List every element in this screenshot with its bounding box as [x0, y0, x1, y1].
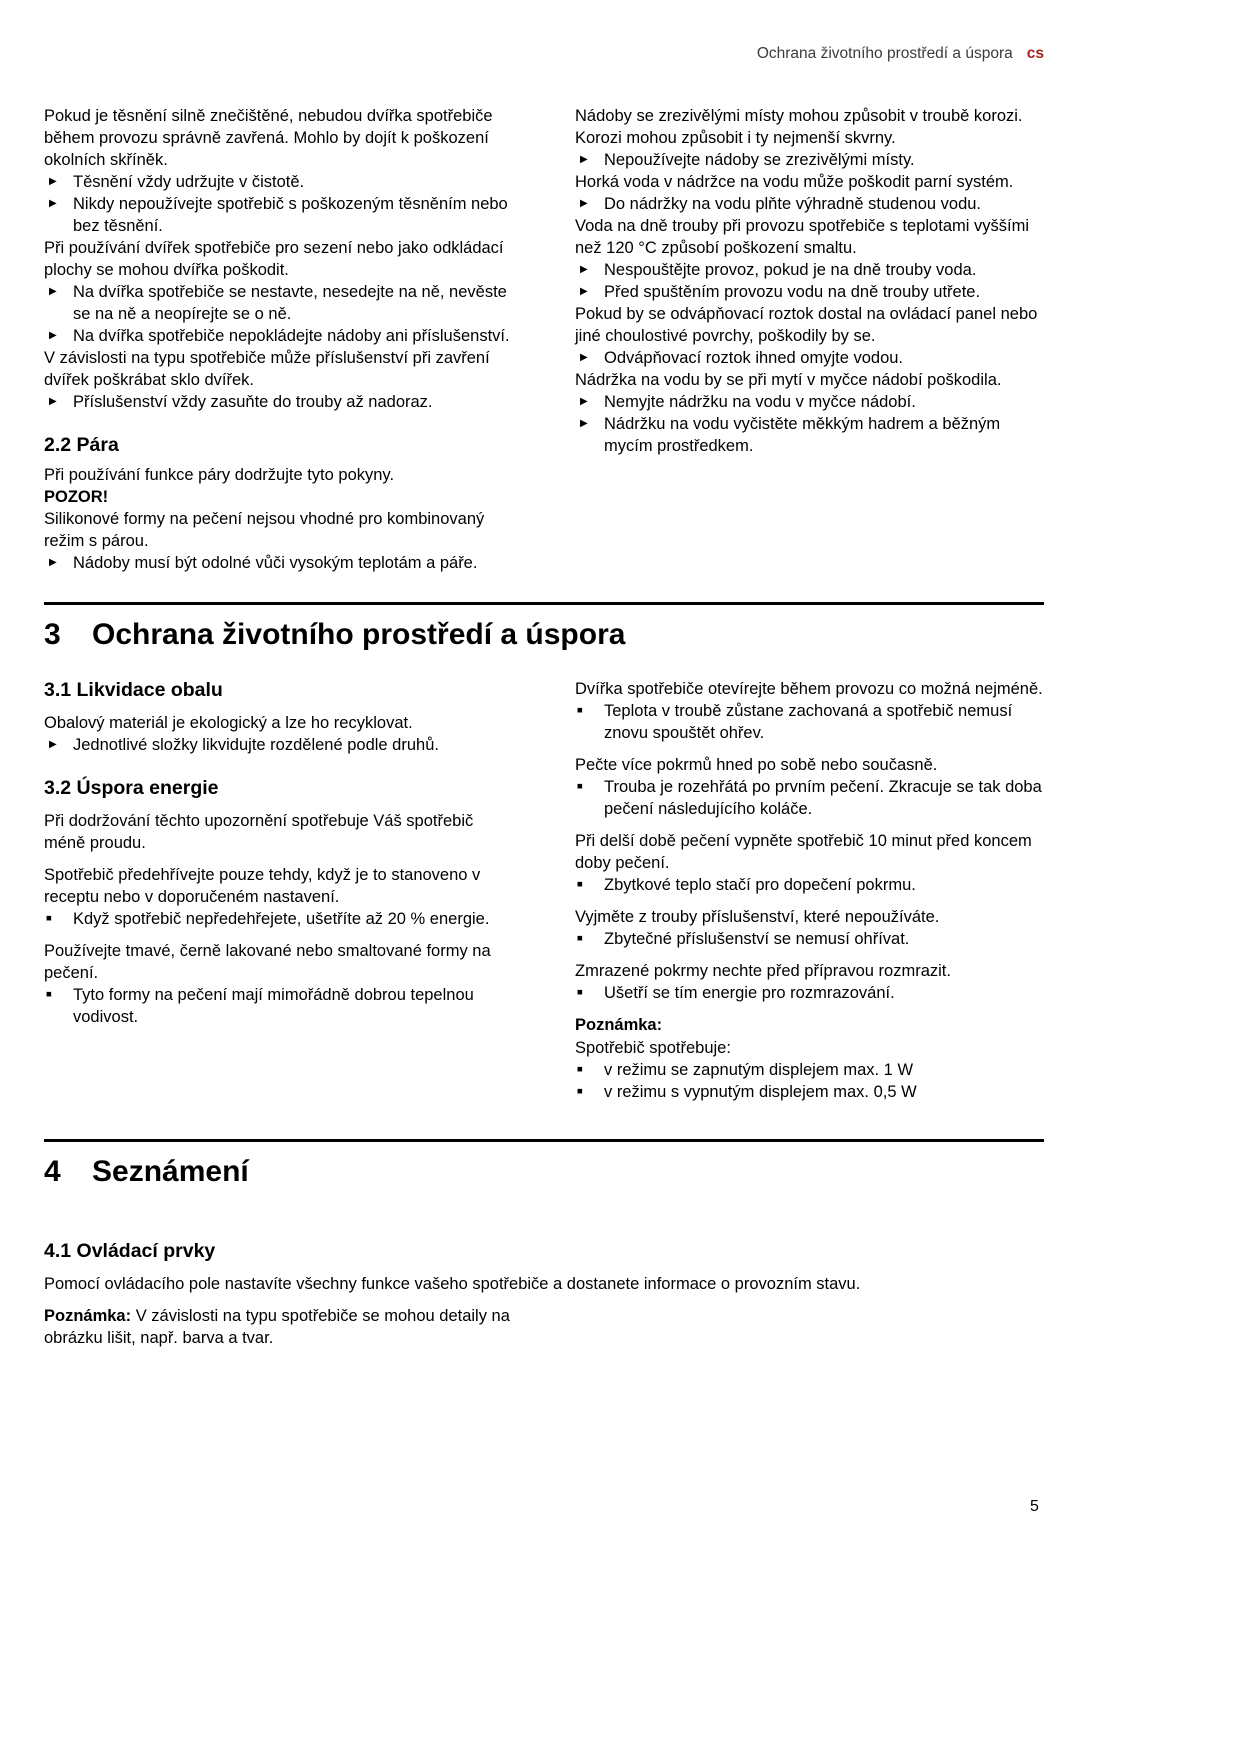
page-content — [44, 45, 1044, 1349]
paragraph: Dvířka spotřebiče otevírejte během provozu co možná nejméně. — [575, 680, 1043, 698]
top-right-column — [575, 105, 1044, 457]
bullet-text: Nemyjte nádržku na vodu v myčce nádobí. — [604, 393, 916, 411]
bullet-list — [575, 776, 1044, 820]
bullet-item — [575, 281, 1044, 303]
bullet-text: Zbytkové teplo stačí pro dopečení pokrmu. — [604, 876, 916, 894]
bullet-arrow-icon: ▶ — [580, 352, 588, 363]
bullet-arrow-icon: ▶ — [49, 198, 57, 209]
section-4-body — [44, 1239, 1044, 1349]
top-section — [44, 105, 1044, 574]
bullet-list — [575, 874, 1044, 896]
bullet-item — [575, 413, 1044, 457]
bullet-arrow-icon: ▶ — [49, 286, 57, 297]
bullet-arrow-icon: ▶ — [49, 330, 57, 341]
paragraph: Při delší době pečení vypněte spotřebič 10 minut před koncem doby pečení. — [575, 832, 1032, 872]
bold-run: Poznámka: — [44, 1307, 136, 1325]
bullet-text: Ušetří se tím energie pro rozmrazování. — [604, 984, 895, 1002]
bullet-list — [44, 171, 513, 237]
paragraph: Pokud by se odvápňovací roztok dostal na ovládací panel nebo jiné choulostivé povrchy, poškodily by se. — [575, 305, 1038, 345]
paragraph — [44, 1305, 532, 1349]
paragraph: Při dodržování těchto upozornění spotřebuje Váš spotřebič méně proudu. — [44, 812, 474, 852]
paragraph: Při používání funkce páry dodržujte tyto pokyny. — [44, 466, 395, 484]
bullet-item — [575, 391, 1044, 413]
bullet-list — [575, 391, 1044, 457]
bullet-list — [575, 982, 1044, 1004]
paragraph: Pečte více pokrmů hned po sobě nebo současně. — [575, 756, 938, 774]
bullet-list — [44, 908, 513, 930]
bullet-arrow-icon: ▶ — [580, 154, 588, 165]
bullet-text: Jednotlivé složky likvidujte rozdělené podle druhů. — [73, 736, 439, 754]
bullet-item — [44, 734, 513, 756]
paragraph: Nádržka na vodu by se při mytí v myčce nádobí poškodila. — [575, 371, 1002, 389]
bullet-text: Odvápňovací roztok ihned omyjte vodou. — [604, 349, 904, 367]
paragraph: Horká voda v nádržce na vodu může poškodit parní systém. — [575, 173, 1014, 191]
paragraph: Vyjměte z trouby příslušenství, které nepoužíváte. — [575, 908, 940, 926]
bullet-item — [575, 1081, 1044, 1103]
bullet-arrow-icon: ▶ — [580, 264, 588, 275]
bullet-arrow-icon: ▶ — [49, 176, 57, 187]
paragraph: Nádoby se zrezivělými místy mohou způsobit v troubě korozi. Korozi mohou způsobit i ty nejmenší skvrny. — [575, 107, 1023, 147]
section-number: 4 — [44, 1155, 61, 1188]
bullet-list — [575, 347, 1044, 369]
bullet-text: Nádržku na vodu vyčistěte měkkým hadrem a běžným mycím prostředkem. — [604, 415, 1001, 455]
bullet-item — [575, 1059, 1044, 1081]
bullet-list — [575, 700, 1044, 744]
section-divider-rule — [44, 1139, 1044, 1142]
paragraph: Pomocí ovládacího pole nastavíte všechny funkce vašeho spotřebiče a dostanete informace o provozním stavu. — [44, 1275, 861, 1293]
bullet-item — [44, 281, 513, 325]
bullet-item — [44, 552, 513, 574]
bullet-arrow-icon: ▶ — [580, 418, 588, 429]
bullet-list — [575, 193, 1044, 215]
section-4-heading — [44, 1155, 1044, 1189]
bullet-item — [44, 908, 513, 930]
section-title: Seznámení — [92, 1155, 249, 1188]
bullet-text: v režimu s vypnutým displejem max. 0,5 W — [604, 1083, 917, 1101]
bullet-text: Před spuštěním provozu vodu na dně trouby utřete. — [604, 283, 981, 301]
paragraph: Silikonové formy na pečení nejsou vhodné pro kombinovaný režim s párou. — [44, 510, 485, 550]
bullet-text: Teplota v troubě zůstane zachovaná a spotřebič nemusí znovu spouštět ohřev. — [604, 702, 1013, 742]
header-lang-code: cs — [1026, 45, 1044, 62]
section-3-columns — [44, 678, 1044, 1103]
bullet-arrow-icon: ▶ — [49, 396, 57, 407]
bullet-square-icon: ■ — [577, 781, 583, 792]
page-header — [44, 45, 1044, 63]
subsection-heading: 3.2 Úspora energie — [44, 777, 219, 799]
bullet-item — [575, 700, 1044, 744]
bullet-item — [575, 347, 1044, 369]
bullet-item — [575, 259, 1044, 281]
paragraph: Spotřebič spotřebuje: — [575, 1039, 731, 1057]
bullet-square-icon: ■ — [577, 933, 583, 944]
bullet-list — [44, 391, 513, 413]
bullet-item — [44, 984, 513, 1028]
bullet-item — [44, 391, 513, 413]
bullet-square-icon: ■ — [577, 1064, 583, 1075]
bullet-list — [575, 149, 1044, 171]
subsection-heading: 2.2 Pára — [44, 434, 119, 456]
paragraph: Používejte tmavé, černě lakované nebo smaltované formy na pečení. — [44, 942, 491, 982]
paragraph: Pokud je těsnění silně znečištěné, nebudou dvířka spotřebiče během provozu správně zavřená. Mohlo by dojít k poškození okolních skříněk. — [44, 107, 493, 169]
section-3-heading — [44, 618, 1044, 652]
bullet-item — [575, 149, 1044, 171]
bullet-list — [575, 1059, 1044, 1103]
paragraph: V závislosti na typu spotřebiče může příslušenství při zavření dvířek poškrábat sklo dvířek. — [44, 349, 490, 389]
bullet-item — [575, 193, 1044, 215]
bullet-item — [44, 193, 513, 237]
section-3-left-column — [44, 678, 513, 1028]
bullet-text: Těsnění vždy udržujte v čistotě. — [73, 173, 305, 191]
bullet-item — [575, 928, 1044, 950]
bullet-text: Tyto formy na pečení mají mimořádně dobrou tepelnou vodivost. — [73, 986, 474, 1026]
section-4 — [44, 1139, 1044, 1349]
bullet-square-icon: ■ — [577, 705, 583, 716]
section-3 — [44, 602, 1044, 1103]
paragraph: Spotřebič předehřívejte pouze tehdy, když je to stanoveno v receptu nebo v doporučeném nastavení. — [44, 866, 481, 906]
bullet-square-icon: ■ — [577, 1086, 583, 1097]
bullet-text: Na dvířka spotřebiče nepokládejte nádoby ani příslušenství. — [73, 327, 510, 345]
subsection-heading: 4.1 Ovládací prvky — [44, 1240, 216, 1262]
bullet-list — [44, 734, 513, 756]
bullet-text: Příslušenství vždy zasuňte do trouby až nadoraz. — [73, 393, 433, 411]
bullet-text: Nepoužívejte nádoby se zrezivělými místy. — [604, 151, 915, 169]
paragraph: Při používání dvířek spotřebiče pro sezení nebo jako odkládací plochy se mohou dvířka poškodit. — [44, 239, 504, 279]
bold-label: Poznámka: — [575, 1016, 663, 1034]
bullet-list — [575, 928, 1044, 950]
paragraph: Obalový materiál je ekologický a lze ho recyklovat. — [44, 714, 413, 732]
bullet-square-icon: ■ — [46, 913, 52, 924]
bullet-item — [44, 325, 513, 347]
bullet-text: Nespouštějte provoz, pokud je na dně trouby voda. — [604, 261, 977, 279]
bullet-square-icon: ■ — [577, 987, 583, 998]
bullet-list — [44, 552, 513, 574]
bullet-text: Na dvířka spotřebiče se nestavte, nesedejte na ně, nevěste se na ně a neopírejte se o ně. — [73, 283, 507, 323]
bullet-arrow-icon: ▶ — [580, 286, 588, 297]
bullet-item — [575, 776, 1044, 820]
bullet-text: Zbytečné příslušenství se nemusí ohřívat. — [604, 930, 910, 948]
bullet-item — [44, 171, 513, 193]
page-number: 5 — [1030, 1498, 1039, 1515]
section-number: 3 — [44, 618, 61, 651]
bullet-arrow-icon: ▶ — [580, 198, 588, 209]
section-divider-rule — [44, 602, 1044, 605]
bullet-text: v režimu se zapnutým displejem max. 1 W — [604, 1061, 914, 1079]
paragraph: Zmrazené pokrmy nechte před přípravou rozmrazit. — [575, 962, 951, 980]
paragraph: Voda na dně trouby při provozu spotřebiče s teplotami vyššími než 120 °C způsobí poškození smaltu. — [575, 217, 1029, 257]
bullet-item — [575, 982, 1044, 1004]
bullet-text: Trouba je rozehřátá po prvním pečení. Zkracuje se tak doba pečení následujícího koláče. — [604, 778, 1042, 818]
section-title: Ochrana životního prostředí a úspora — [92, 618, 626, 651]
bullet-square-icon: ■ — [577, 879, 583, 890]
bullet-square-icon: ■ — [46, 989, 52, 1000]
bullet-list — [575, 259, 1044, 303]
bold-label: POZOR! — [44, 488, 109, 506]
bullet-list — [44, 281, 513, 347]
bullet-text: Nikdy nepoužívejte spotřebič s poškozeným těsněním nebo bez těsnění. — [73, 195, 508, 235]
text-run: V závislosti na typu spotřebiče se mohou detaily na obrázku lišit, např. barva a tvar. — [44, 1307, 510, 1347]
bullet-item — [575, 874, 1044, 896]
bullet-list — [44, 984, 513, 1028]
top-left-column — [44, 105, 513, 574]
bullet-text: Do nádržky na vodu plňte výhradně studenou vodu. — [604, 195, 982, 213]
bullet-arrow-icon: ▶ — [49, 557, 57, 568]
section-3-right-column — [575, 678, 1044, 1103]
header-title: Ochrana životního prostředí a úspora — [756, 45, 1013, 62]
bullet-text: Nádoby musí být odolné vůči vysokým teplotám a páře. — [73, 554, 478, 572]
subsection-heading: 3.1 Likvidace obalu — [44, 679, 223, 701]
bullet-arrow-icon: ▶ — [580, 396, 588, 407]
bullet-arrow-icon: ▶ — [49, 739, 57, 750]
bullet-text: Když spotřebič nepředehřejete, ušetříte až 20 % energie. — [73, 910, 490, 928]
